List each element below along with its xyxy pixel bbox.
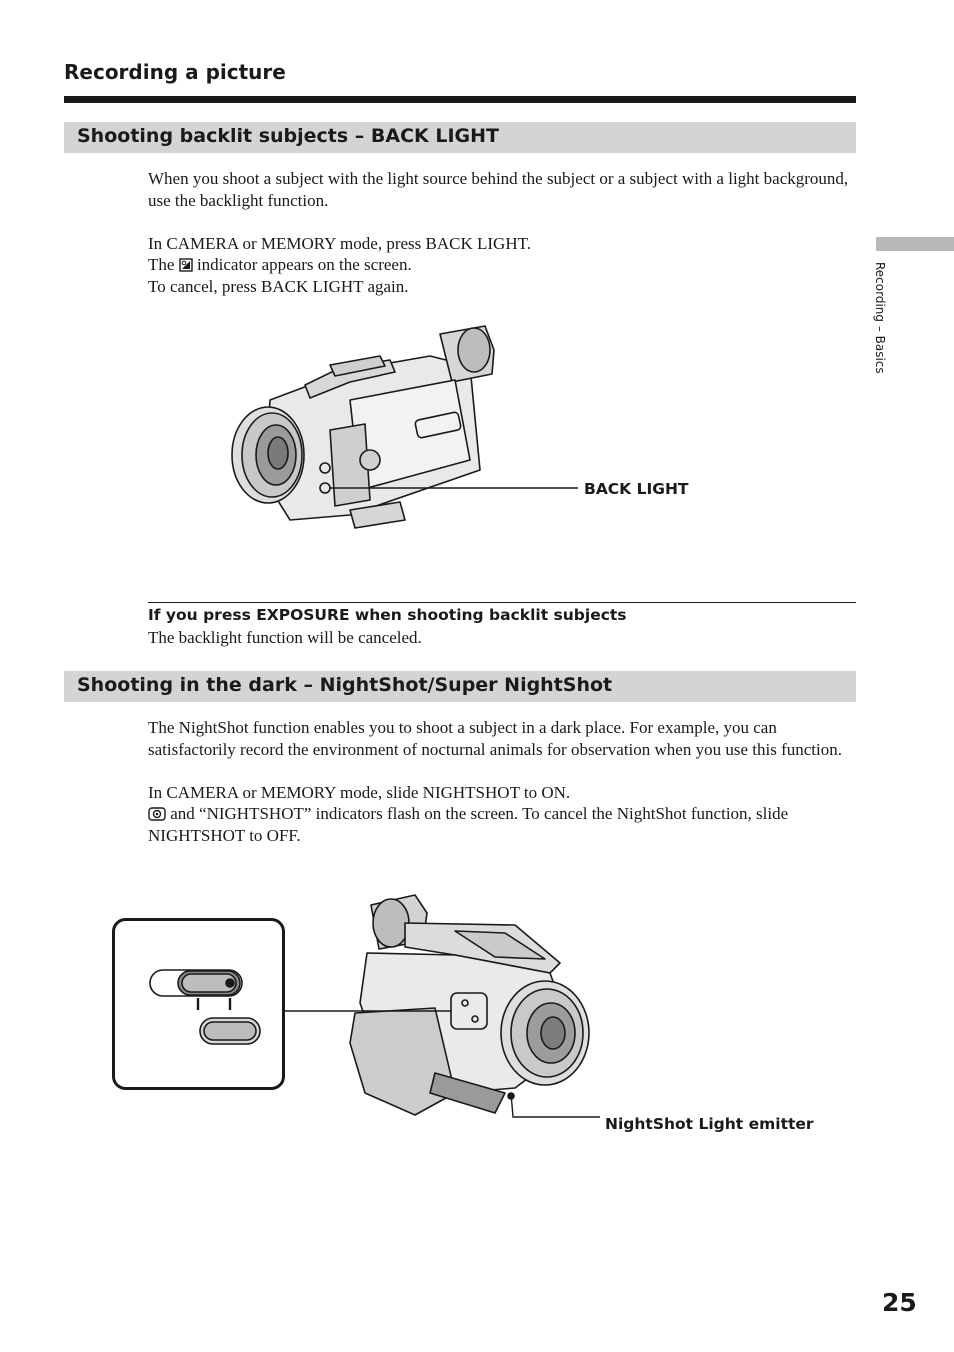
section-heading-nightshot xyxy=(64,671,856,702)
nightshot-step-1: In CAMERA or MEMORY mode, slide NIGHTSHOT to ON. xyxy=(148,782,571,802)
nightshot-intro: The NightShot function enables you to shoot a subject in a dark place. For example, you can satisfactorily record the environment of nocturnal animals for observation when you use this function. xyxy=(148,718,842,759)
nightshot-switch-inset xyxy=(112,918,287,1093)
nightshot-emitter-callout: NightShot Light emitter xyxy=(605,1115,814,1133)
backlight-step-3: To cancel, press BACK LIGHT again. xyxy=(148,276,409,296)
note-heading: If you press EXPOSURE when shooting backlit subjects xyxy=(148,606,627,624)
backlight-indicator-icon xyxy=(179,258,193,272)
chapter-title: Recording a picture xyxy=(64,60,286,84)
backlight-intro: When you shoot a subject with the light source behind the subject or a subject with a light background, use the backlight function. xyxy=(148,169,849,210)
backlight-step-2: The indicator appears on the screen. xyxy=(148,255,412,274)
nightshot-step-2: and “NIGHTSHOT” indicators flash on the screen. To cancel the NightShot function, slide NIGHTSHOT to OFF. xyxy=(148,804,789,845)
nightshot-body xyxy=(148,717,858,846)
backlight-body xyxy=(148,168,858,297)
note-body: The backlight function will be canceled. xyxy=(148,628,422,647)
chapter-rule xyxy=(64,96,856,103)
page-number: 25 xyxy=(882,1288,917,1317)
backlight-button-callout: BACK LIGHT xyxy=(584,480,689,498)
note-rule xyxy=(148,602,856,603)
camcorder-illustration-nightshot xyxy=(345,893,595,1118)
section-heading-backlight-text: Shooting backlit subjects – BACK LIGHT xyxy=(77,125,500,147)
section-heading-backlight xyxy=(64,122,856,153)
nightshot-indicator-icon xyxy=(148,807,166,821)
side-tab-marker xyxy=(876,237,954,251)
backlight-step-1: In CAMERA or MEMORY mode, press BACK LIGHT. xyxy=(148,233,531,253)
section-heading-nightshot-text: Shooting in the dark – NightShot/Super NightShot xyxy=(77,674,613,696)
side-tab-label: Recording – Basics xyxy=(873,262,887,374)
camcorder-illustration-backlight xyxy=(230,320,500,540)
